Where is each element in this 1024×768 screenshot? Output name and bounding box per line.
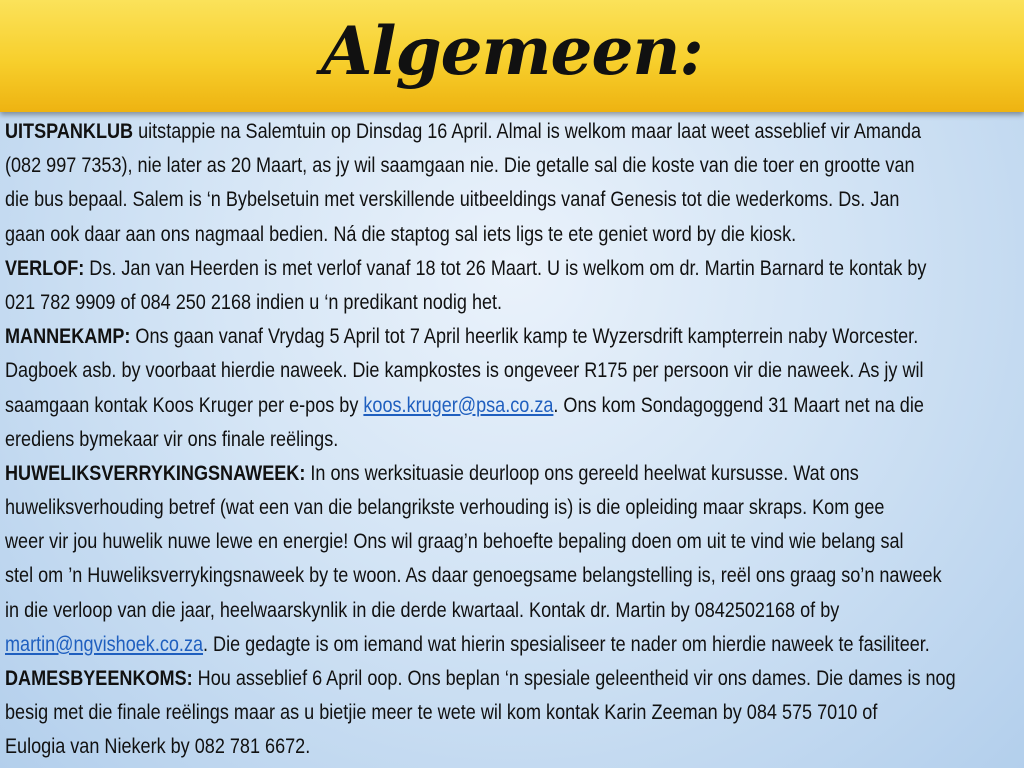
text-line <box>5 114 922 148</box>
body-text: Ons gaan vanaf Vrydag 5 April tot 7 April heerlik kamp te Wyzersdrift kampterrein naby Worcester. <box>130 324 919 349</box>
body-text: Eulogia van Niekerk by 082 781 6672. <box>5 734 311 759</box>
body-text: Ds. Jan van Heerden is met verlof vanaf 18 tot 26 Maart. U is welkom om dr. Martin Barnard te kontak by <box>84 255 927 280</box>
text-line <box>5 558 942 592</box>
text-line <box>5 729 861 763</box>
body-text: weer vir jou huwelik nuwe lewe en energie! Ons wil graag’n behoefte bepaling doen om uit te vind wie belang sal <box>5 529 904 554</box>
email-link[interactable]: koos.kruger@psa.co.za <box>363 392 554 417</box>
body-text: Dagboek asb. by voorbaat hierdie naweek. Die kampkostes is ongeveer R175 per persoon vir die naweek. As jy wil <box>5 358 924 383</box>
announcements <box>5 114 1024 764</box>
text-line <box>5 695 878 729</box>
body-text: besig met die finale reëlings maar as u bietjie meer te wete wil kom kontak Karin Zeeman by 084 575 7010 of <box>5 700 878 725</box>
section-huweliksverrykingsnaweek <box>5 456 1024 661</box>
text-line <box>5 319 919 353</box>
body-text: (082 997 7353), nie later as 20 Maart, as jy wil saamgaan nie. Die getalle sal die koste van die toer en grootte van <box>5 153 915 178</box>
section-heading: HUWELIKSVERRYKINGSNAWEEK: <box>5 460 306 485</box>
body-text: erediens bymekaar vir ons finale reëlings. <box>5 426 339 451</box>
text-line <box>5 217 861 251</box>
text-line <box>5 251 927 285</box>
text-line <box>5 422 861 456</box>
body-text: Hou asseblief 6 April oop. Ons beplan ‘n spesiale geleentheid vir ons dames. Die dames is nog <box>192 666 956 690</box>
section-mannekamp <box>5 319 1024 456</box>
section-heading: UITSPANKLUB <box>5 119 134 143</box>
section-damesbyeenkoms <box>5 661 1024 764</box>
text-line <box>5 182 900 216</box>
body-text: huweliksverhouding betref (wat een van die belangrikste verhouding is) is die opleiding maar skraps. Kom gee <box>5 495 885 520</box>
text-line <box>5 524 904 558</box>
body-text: 021 782 9909 of 084 250 2168 indien u ‘n predikant nodig het. <box>5 289 503 314</box>
text-line <box>5 456 861 490</box>
body-text: gaan ook daar aan ons nagmaal bedien. Ná die staptog sal iets ligs te ete geniet word by die kiosk. <box>5 221 797 246</box>
slide-title: Algemeen: <box>321 12 703 90</box>
body-text: saamgaan kontak Koos Kruger per e-pos by <box>5 392 364 417</box>
body-text: die bus bepaal. Salem is ‘n Bybelsetuin met verskillende uitbeeldings vanaf Genesis tot die wederkoms. Ds. Jan <box>5 187 900 212</box>
section-heading: VERLOF: <box>5 255 85 280</box>
text-line <box>5 661 956 695</box>
section-heading: MANNEKAMP: <box>5 324 131 349</box>
body-text: in die verloop van die jaar, heelwaarskynlik in die derde kwartaal. Kontak dr. Martin by 0842502168 of by <box>5 597 840 622</box>
body-text: . Ons kom Sondagoggend 31 Maart net na die <box>553 392 924 417</box>
body-text: uitstappie na Salemtuin op Dinsdag 16 April. Almal is welkom maar laat weet asseblief vir Amanda <box>133 119 922 143</box>
section-heading: DAMESBYEENKOMS: <box>5 666 193 690</box>
text-line <box>5 353 924 387</box>
text-line <box>5 490 885 524</box>
text-line <box>5 627 930 661</box>
body-text: . Die gedagte is om iemand wat hierin spesialiseer te nader om hierdie naweek te fasiliteer. <box>203 631 930 656</box>
text-line <box>5 285 861 319</box>
body-text: stel om ’n Huweliksverrykingsnaweek by te woon. As daar genoegsame belangstelling is, reël ons graag so’n naweek <box>5 563 942 588</box>
section-verlof <box>5 251 1024 319</box>
text-line <box>5 148 915 182</box>
text-line <box>5 388 924 422</box>
text-line <box>5 593 861 627</box>
section-uitspanklub <box>5 114 1024 251</box>
body-text: In ons werksituasie deurloop ons gereeld heelwat kursusse. Wat ons <box>305 460 859 485</box>
title-banner <box>0 0 1024 112</box>
email-link[interactable]: martin@ngvishoek.co.za <box>5 631 204 656</box>
